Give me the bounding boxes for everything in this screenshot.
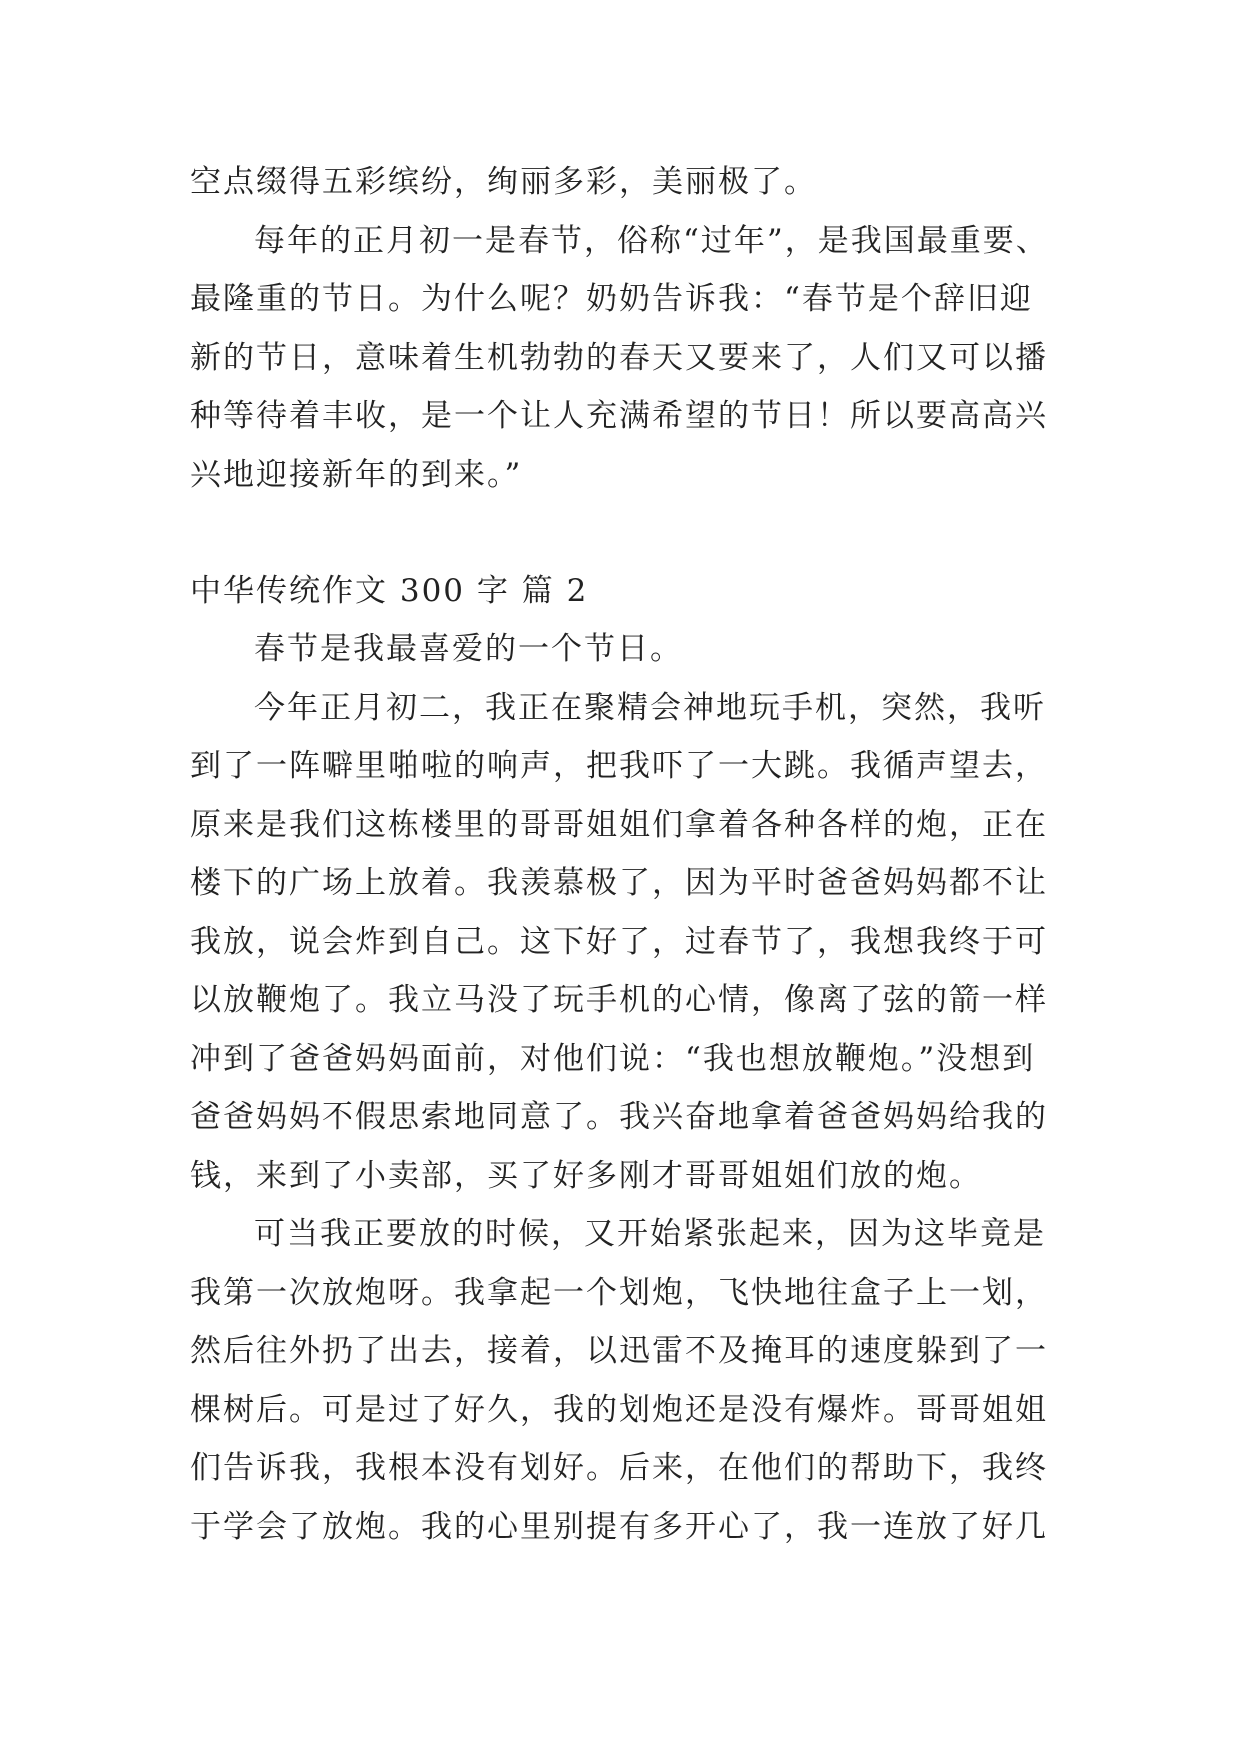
text-line: 种等待着丰收，是一个让人充满希望的节日！所以要高高兴 bbox=[190, 398, 1048, 434]
text-line: 原来是我们这栋楼里的哥哥姐姐们拿着各种各样的炮，正在 bbox=[190, 807, 1048, 843]
paragraph-start-line: 春节是我最喜爱的一个节日。 bbox=[254, 631, 683, 667]
paragraph-start-line: 今年正月初二，我正在聚精会神地玩手机，突然，我听 bbox=[254, 690, 1046, 726]
text-line: 爸爸妈妈不假思索地同意了。我兴奋地拿着爸爸妈妈给我的 bbox=[190, 1099, 1048, 1135]
text-line: 兴地迎接新年的到来。” bbox=[190, 457, 523, 493]
text-line: 我放，说会炸到自己。这下好了，过春节了，我想我终于可 bbox=[190, 924, 1048, 960]
text-line: 棵树后。可是过了好久，我的划炮还是没有爆炸。哥哥姐姐 bbox=[190, 1392, 1048, 1428]
paragraph-start-line: 可当我正要放的时候，又开始紧张起来，因为这毕竟是 bbox=[254, 1216, 1046, 1252]
text-line: 新的节日，意味着生机勃勃的春天又要来了，人们又可以播 bbox=[190, 340, 1048, 376]
text-line: 我第一次放炮呀。我拿起一个划炮，飞快地往盒子上一划， bbox=[190, 1275, 1048, 1311]
text-line: 们告诉我，我根本没有划好。后来，在他们的帮助下，我终 bbox=[190, 1450, 1048, 1486]
text-line: 冲到了爸爸妈妈面前，对他们说：“我也想放鞭炮。”没想到 bbox=[190, 1041, 1036, 1077]
text-line: 以放鞭炮了。我立马没了玩手机的心情，像离了弦的箭一样 bbox=[190, 982, 1048, 1018]
text-line: 然后往外扔了出去，接着，以迅雷不及掩耳的速度躲到了一 bbox=[190, 1333, 1048, 1369]
section-title: 中华传统作文 300 字 篇 2 bbox=[190, 573, 589, 609]
text-line: 到了一阵噼里啪啦的响声，把我吓了一大跳。我循声望去， bbox=[190, 748, 1048, 784]
text-line: 钱，来到了小卖部，买了好多刚才哥哥姐姐们放的炮。 bbox=[190, 1158, 982, 1194]
text-line: 于学会了放炮。我的心里别提有多开心了，我一连放了好几 bbox=[190, 1509, 1048, 1545]
text-line: 最隆重的节日。为什么呢？奶奶告诉我：“春节是个辞旧迎 bbox=[190, 281, 1033, 317]
text-line: 楼下的广场上放着。我羡慕极了，因为平时爸爸妈妈都不让 bbox=[190, 865, 1048, 901]
text-line: 空点缀得五彩缤纷，绚丽多彩，美丽极了。 bbox=[190, 164, 817, 200]
paragraph-start-line: 每年的正月初一是春节，俗称“过年”，是我国最重要、 bbox=[254, 223, 1049, 259]
